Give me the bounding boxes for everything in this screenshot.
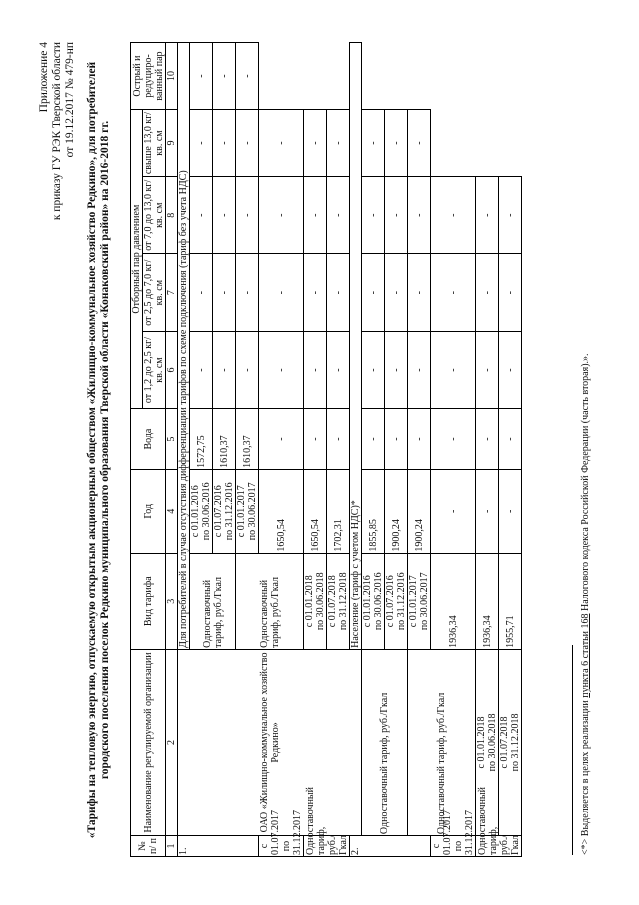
period-cell bbox=[385, 553, 408, 649]
dash-cell: - bbox=[499, 469, 522, 553]
period-start: с 01.07.2016 bbox=[213, 485, 224, 538]
section-label-row bbox=[178, 43, 190, 857]
period-end: по 30.06.2018 bbox=[487, 713, 498, 772]
dash-cell: - bbox=[362, 110, 385, 177]
period-end: по 31.12.2017 bbox=[281, 810, 303, 855]
dash-cell: - bbox=[213, 43, 236, 110]
dash-cell: - bbox=[259, 110, 304, 177]
period-start: с 01.07.2018 bbox=[499, 716, 510, 769]
header-org: Наименование регулируемой организации bbox=[131, 649, 166, 835]
index-cell: 10 bbox=[166, 43, 178, 110]
period-start: с 01.01.2016 bbox=[362, 575, 373, 628]
water-tariff-cell: 1955,71 bbox=[499, 553, 522, 649]
dash-cell: - bbox=[431, 331, 476, 408]
period-cell bbox=[327, 553, 350, 649]
period-cell bbox=[236, 469, 259, 553]
index-cell: 5 bbox=[166, 409, 178, 470]
period-start: с 01.01.2017 bbox=[236, 485, 247, 538]
annex-line: к приказу ГУ РЭК Тверской области bbox=[51, 42, 63, 221]
dash-cell: - bbox=[385, 110, 408, 177]
dash-cell: - bbox=[385, 177, 408, 254]
footnote bbox=[580, 353, 591, 855]
period-start: с 01.07.2017 bbox=[259, 810, 281, 855]
period-cell bbox=[259, 810, 304, 857]
tariff-type-cell: Одноставочный тариф, руб./Гкал bbox=[476, 787, 521, 855]
water-tariff-cell: 1900,24 bbox=[385, 469, 408, 553]
index-row bbox=[166, 43, 178, 857]
tariff-type-cell: Одноставочный тариф, руб./Гкал bbox=[362, 649, 408, 835]
dash-cell: - bbox=[213, 331, 236, 408]
dash-cell: - bbox=[213, 254, 236, 331]
section-number: 1. bbox=[178, 836, 259, 857]
period-cell bbox=[362, 553, 385, 649]
period-start: с 01.07.2016 bbox=[385, 575, 396, 628]
period-end: по 30.06.2016 bbox=[201, 482, 212, 541]
index-cell: 6 bbox=[166, 331, 178, 408]
index-cell: 8 bbox=[166, 177, 178, 254]
dash-cell: - bbox=[190, 177, 213, 254]
dash-cell: - bbox=[259, 409, 304, 470]
index-cell: 4 bbox=[166, 469, 178, 553]
dash-cell: - bbox=[362, 177, 385, 254]
dash-cell: - bbox=[190, 43, 213, 110]
dash-cell: - bbox=[408, 409, 431, 470]
period-start: с 01.01.2016 bbox=[190, 485, 201, 538]
dash-cell: - bbox=[362, 409, 385, 470]
dash-cell: - bbox=[304, 110, 327, 177]
dash-cell: - bbox=[304, 409, 327, 470]
dash-cell: - bbox=[327, 331, 350, 408]
dash-cell: - bbox=[431, 469, 476, 553]
section-number: 2. bbox=[350, 836, 431, 857]
dash-cell: - bbox=[408, 254, 431, 331]
dash-cell: - bbox=[476, 331, 499, 408]
header-water: Вода bbox=[131, 409, 166, 470]
header-row bbox=[131, 43, 143, 857]
dash-cell: - bbox=[385, 409, 408, 470]
dash-cell: - bbox=[259, 331, 304, 408]
dash-cell: - bbox=[408, 331, 431, 408]
period-start: с 01.07.2018 bbox=[327, 575, 338, 628]
header-p1: от 1,2 до 2,5 кг/кв. см bbox=[143, 331, 166, 408]
dash-cell: - bbox=[499, 177, 522, 254]
dash-cell: - bbox=[499, 254, 522, 331]
header-tariff-type: Вид тарифа bbox=[131, 553, 166, 649]
dash-cell: - bbox=[476, 254, 499, 331]
period-end: по 31.12.2018 bbox=[338, 572, 349, 631]
dash-cell: - bbox=[327, 254, 350, 331]
period-end: по 30.06.2017 bbox=[247, 482, 258, 541]
document-title bbox=[86, 50, 112, 850]
index-cell: 9 bbox=[166, 110, 178, 177]
water-tariff-cell: 1610,37 bbox=[213, 409, 236, 470]
water-tariff-cell: 1572,75 bbox=[190, 409, 213, 470]
annex-line: Приложение 4 bbox=[38, 42, 50, 113]
dash-cell: - bbox=[236, 331, 259, 408]
dash-cell: - bbox=[431, 409, 476, 470]
dash-cell: - bbox=[259, 177, 304, 254]
header-p4: свыше 13,0 кг/кв. см bbox=[143, 110, 166, 177]
period-start: с 01.07.2017 bbox=[431, 810, 453, 855]
dash-cell: - bbox=[327, 409, 350, 470]
dash-cell: - bbox=[476, 469, 499, 553]
water-tariff-cell: 1855,85 bbox=[362, 469, 385, 553]
dash-cell: - bbox=[213, 177, 236, 254]
dash-cell: - bbox=[304, 177, 327, 254]
water-tariff-cell: 1650,54 bbox=[259, 469, 304, 553]
dash-cell: - bbox=[190, 331, 213, 408]
dash-cell: - bbox=[259, 254, 304, 331]
dash-cell: - bbox=[499, 331, 522, 408]
organization-name: ОАО «Жилищно-коммунальное хозяйство Редкино» bbox=[178, 649, 362, 835]
footnote-rule bbox=[572, 645, 573, 855]
header-p2: от 2,5 до 7,0 кг/кв. см bbox=[143, 254, 166, 331]
dash-cell: - bbox=[385, 254, 408, 331]
period-start: с 01.01.2017 bbox=[408, 575, 419, 628]
footnote-link[interactable]: пункта 6 статьи 168 bbox=[580, 613, 591, 698]
period-cell bbox=[304, 553, 327, 649]
tariff-table bbox=[130, 42, 522, 857]
section-label: Для потребителей в случае отсутствия дифференциации тарифов по схеме подключения (тариф без учета НДС) bbox=[178, 43, 190, 650]
dash-cell: - bbox=[408, 110, 431, 177]
header-sharp-steam: Острый и редуциро- ванный пар bbox=[131, 43, 166, 110]
index-cell: 1 bbox=[166, 836, 178, 857]
period-end: по 31.12.2016 bbox=[224, 482, 235, 541]
footnote-text: Налогового кодекса Российской Федерации (часть вторая).». bbox=[580, 353, 591, 614]
period-cell bbox=[431, 810, 476, 857]
dash-cell: - bbox=[327, 177, 350, 254]
period-end: по 31.12.2016 bbox=[396, 572, 407, 631]
index-cell: 7 bbox=[166, 254, 178, 331]
period-end: по 30.06.2016 bbox=[373, 572, 384, 631]
dash-cell: - bbox=[304, 254, 327, 331]
tariff-type-cell: Одноставочный тариф, руб./Гкал bbox=[408, 649, 476, 835]
table-body bbox=[131, 43, 522, 857]
dash-cell: - bbox=[362, 331, 385, 408]
title-line: городского поселения поселок Редкино муниципального образования Тверской области «Конаковский район» на 2016-2018 гг. bbox=[99, 120, 111, 780]
annex-header bbox=[38, 42, 77, 220]
header-num: № п/ п bbox=[131, 836, 166, 857]
tariff-type-cell: Одноставочный тариф, руб./Гкал bbox=[190, 553, 236, 649]
period-end: по 30.06.2018 bbox=[315, 572, 326, 631]
period-end: по 31.12.2017 bbox=[453, 810, 475, 855]
period-cell bbox=[190, 469, 213, 553]
dash-cell: - bbox=[327, 110, 350, 177]
dash-cell: - bbox=[236, 43, 259, 110]
water-tariff-cell: 1610,37 bbox=[236, 409, 259, 470]
period-end: по 31.12.2018 bbox=[510, 713, 521, 772]
title-line: «Тарифы на тепловую энергию, отпускаемую открытым акционерным обществом «Жилищно-коммунальное хозяйство Редкино», для потребителей bbox=[86, 61, 98, 839]
water-tariff-cell: 1702,31 bbox=[327, 469, 350, 553]
header-p3: от 7,0 до 13,0 кг/кв. см bbox=[143, 177, 166, 254]
tariff-type-cell: Одноставочный тариф, руб./Гкал bbox=[304, 787, 349, 855]
water-tariff-cell: 1650,54 bbox=[304, 469, 327, 553]
dash-cell: - bbox=[213, 110, 236, 177]
index-cell: 2 bbox=[166, 649, 178, 835]
dash-cell: - bbox=[499, 409, 522, 470]
dash-cell: - bbox=[236, 110, 259, 177]
dash-cell: - bbox=[362, 254, 385, 331]
header-steam-group: Отборный пар давлением bbox=[131, 110, 143, 409]
annex-line: от 19.12.2017 № 479-нп bbox=[64, 42, 76, 158]
tariff-type-cell: Одноставочный тариф, руб./Гкал bbox=[236, 553, 304, 649]
header-year: Год bbox=[131, 469, 166, 553]
index-cell: 3 bbox=[166, 553, 178, 649]
dash-cell: - bbox=[431, 177, 476, 254]
dash-cell: - bbox=[476, 177, 499, 254]
dash-cell: - bbox=[236, 254, 259, 331]
water-tariff-cell: 1936,34 bbox=[431, 553, 476, 649]
dash-cell: - bbox=[236, 177, 259, 254]
dash-cell: - bbox=[431, 254, 476, 331]
period-end: по 30.06.2017 bbox=[419, 572, 430, 631]
footnote-text: <*> Выделяется в целях реализации bbox=[580, 697, 591, 855]
dash-cell: - bbox=[476, 409, 499, 470]
section-label: Население (тариф с учетом НДС)* bbox=[350, 43, 362, 650]
period-cell bbox=[213, 469, 236, 553]
dash-cell: - bbox=[190, 254, 213, 331]
dash-cell: - bbox=[304, 331, 327, 408]
period-start: с 01.01.2018 bbox=[476, 716, 487, 769]
period-cell bbox=[408, 553, 431, 649]
dash-cell: - bbox=[385, 331, 408, 408]
dash-cell: - bbox=[190, 110, 213, 177]
water-tariff-cell: 1936,34 bbox=[476, 553, 499, 649]
dash-cell: - bbox=[408, 177, 431, 254]
period-start: с 01.01.2018 bbox=[304, 575, 315, 628]
water-tariff-cell: 1900,24 bbox=[408, 469, 431, 553]
period-cell bbox=[499, 649, 522, 835]
